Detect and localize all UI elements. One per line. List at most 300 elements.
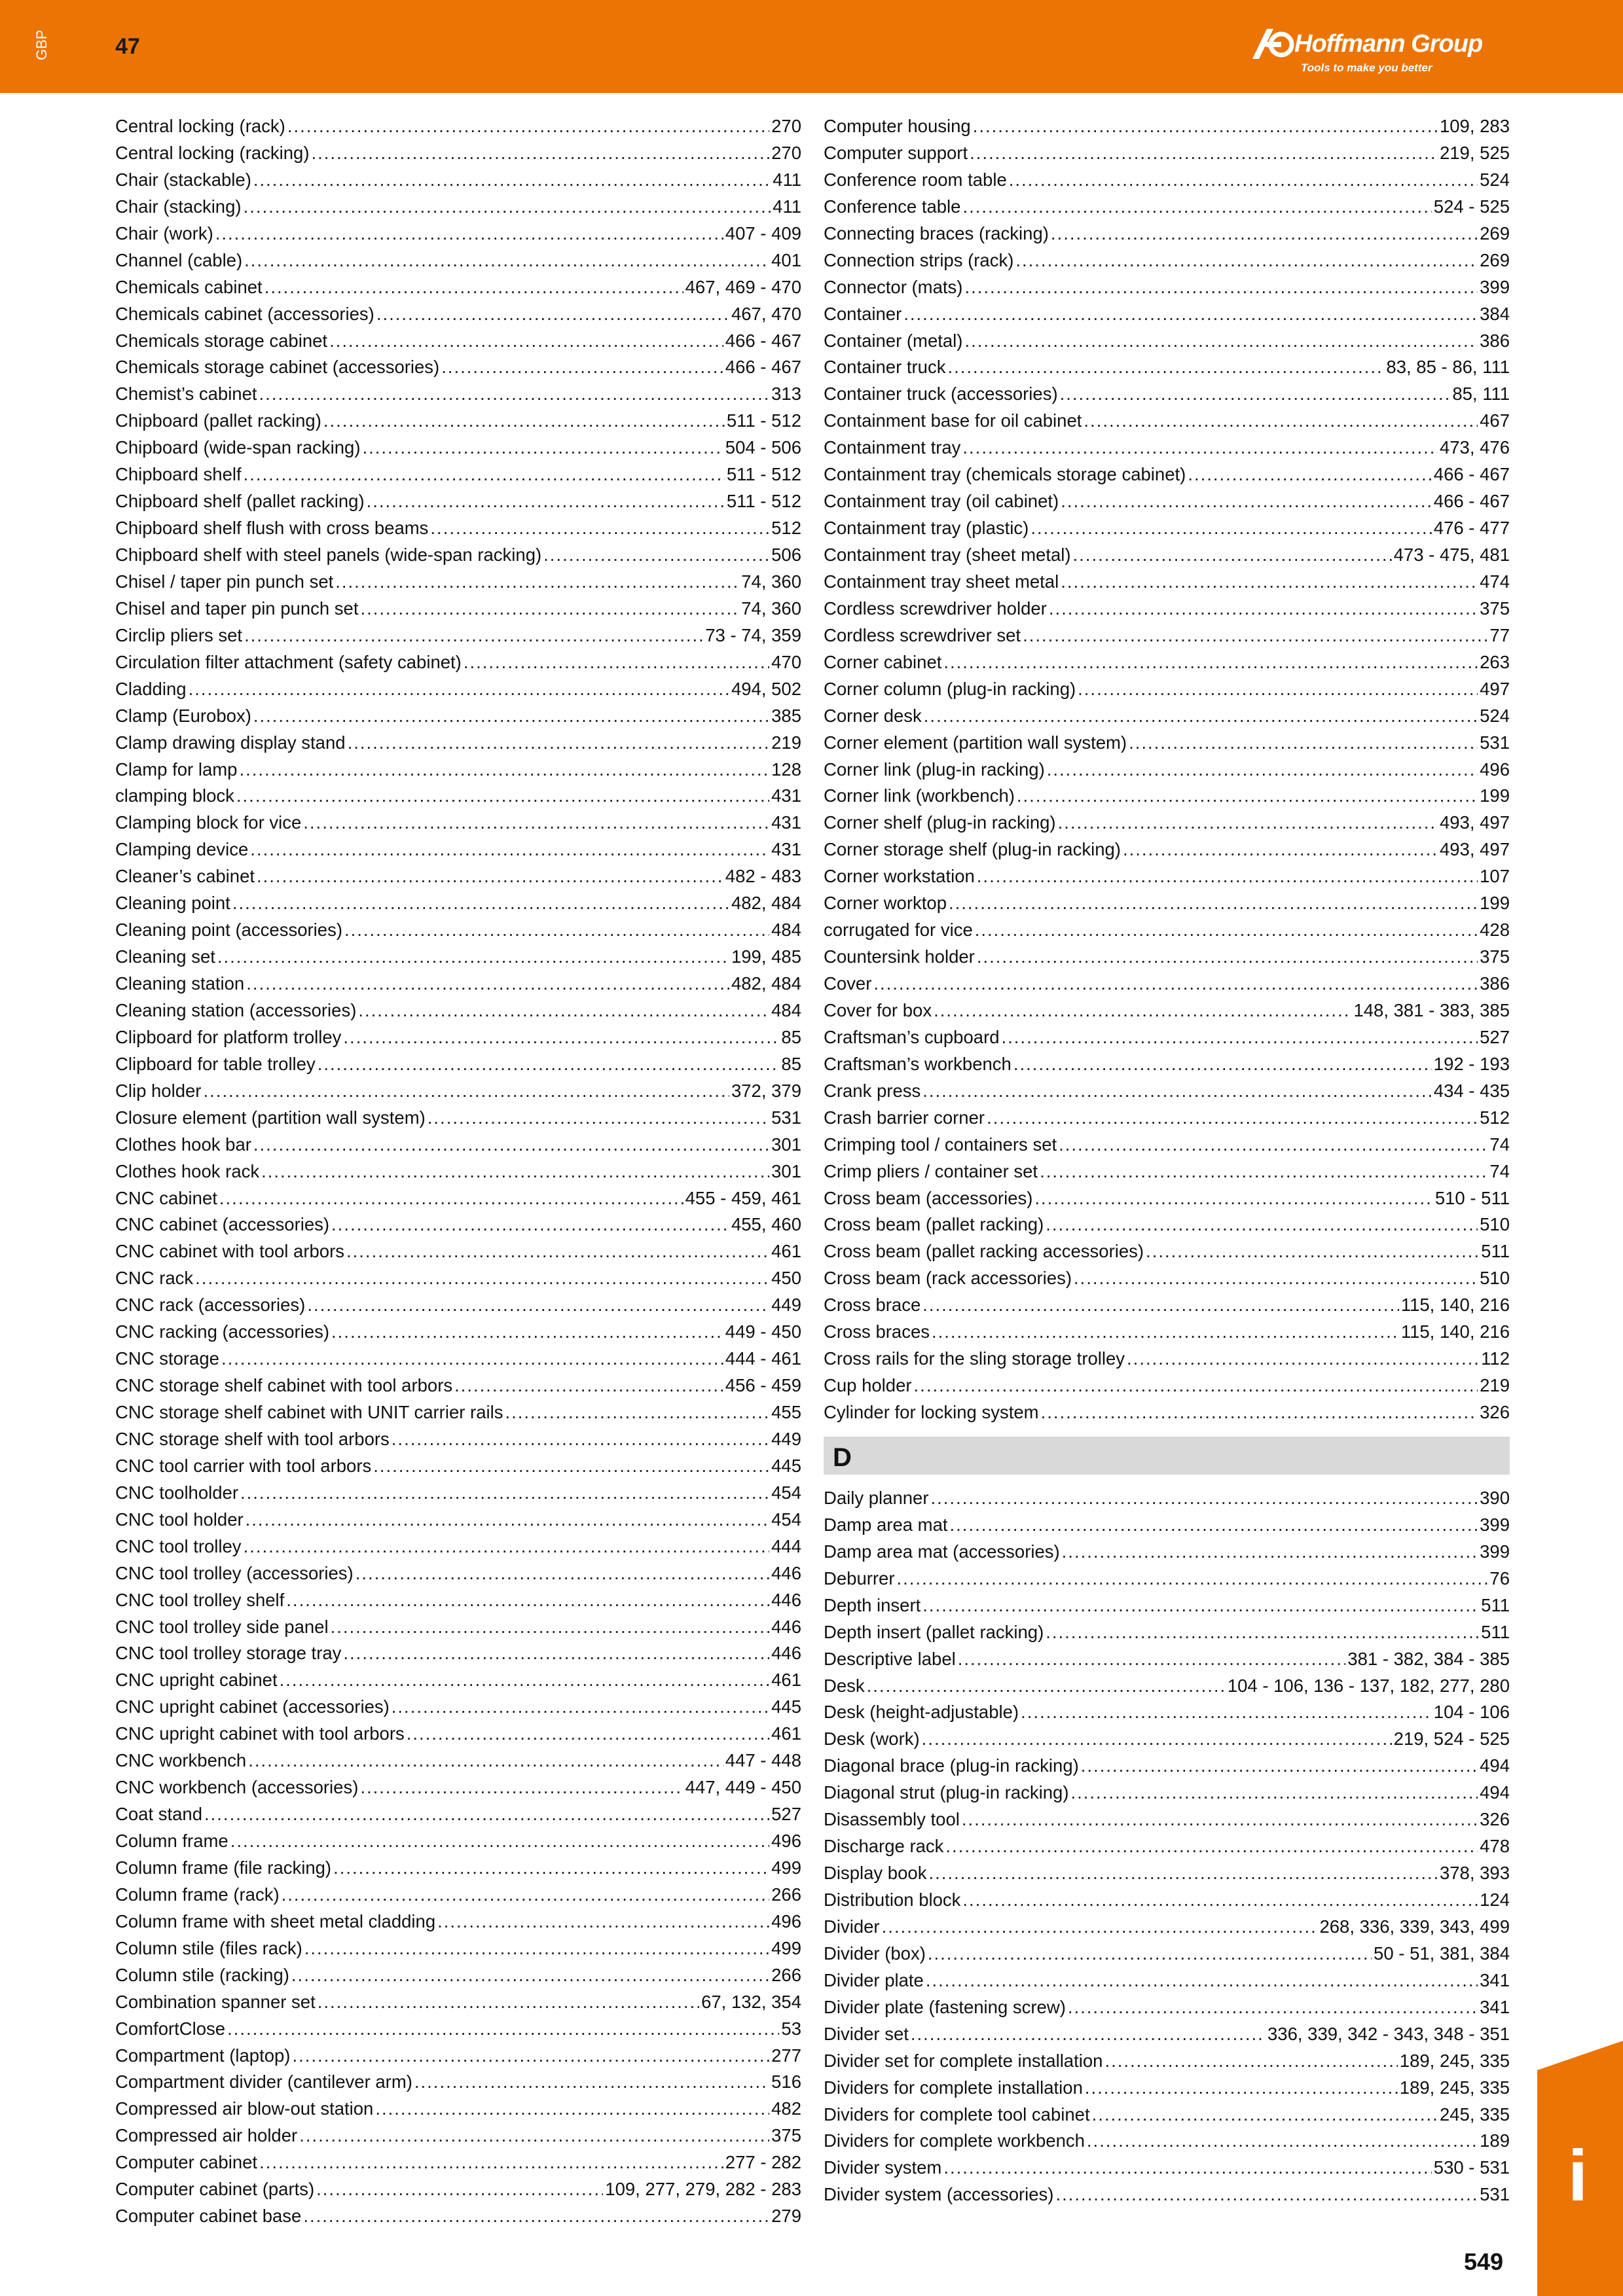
entry-term: Coat stand (115, 1804, 203, 1825)
brand-logo[interactable] (1247, 25, 1509, 80)
index-entry[interactable] (115, 1051, 801, 1078)
entry-pages: 189 (1480, 2130, 1510, 2151)
entry-term: Chisel / taper pin punch set (115, 571, 334, 592)
index-entry[interactable] (115, 1560, 801, 1587)
index-entry[interactable] (824, 1051, 1510, 1078)
index-entry[interactable] (824, 1726, 1510, 1753)
index-entry[interactable] (115, 1748, 801, 1774)
index-entry[interactable] (824, 1646, 1510, 1673)
index-column-left (115, 113, 801, 2230)
index-entry[interactable] (824, 1292, 1510, 1319)
dot-leader (962, 194, 1431, 221)
index-entry[interactable] (115, 140, 801, 167)
index-entry[interactable] (115, 1667, 801, 1694)
entry-pages: 268, 336, 339, 343, 499 (1319, 1916, 1510, 1937)
index-entry[interactable] (115, 194, 801, 221)
entry-pages: 511 (1481, 1241, 1510, 1262)
entry-pages: 431 (771, 839, 801, 860)
index-entry[interactable] (115, 1694, 801, 1721)
entry-term: Computer cabinet (115, 2152, 258, 2173)
entry-term: Corner link (plug-in racking) (824, 759, 1045, 780)
index-entry[interactable] (824, 1539, 1510, 1566)
dot-leader (335, 569, 739, 596)
index-entry[interactable] (824, 1211, 1510, 1238)
index-entry[interactable] (115, 1105, 801, 1132)
dot-leader (414, 2069, 769, 2096)
index-entry[interactable] (115, 1774, 801, 1801)
index-entry[interactable] (824, 757, 1510, 783)
index-entry[interactable] (115, 863, 801, 890)
index-entry[interactable] (824, 810, 1510, 836)
index-entry[interactable] (115, 2069, 801, 2096)
dot-leader (407, 1721, 769, 1748)
index-entry[interactable] (824, 381, 1510, 408)
index-entry[interactable] (824, 1105, 1510, 1132)
index-entry[interactable] (115, 274, 801, 301)
entry-term: clamping block (115, 785, 234, 806)
index-entry[interactable] (115, 703, 801, 730)
index-entry[interactable] (824, 328, 1510, 355)
entry-term: Chemicals cabinet (accessories) (115, 303, 374, 324)
index-entry[interactable] (824, 1372, 1510, 1399)
index-entry[interactable] (115, 1962, 801, 1989)
entry-term: Divider (box) (824, 1943, 926, 1964)
dot-leader (356, 1560, 769, 1587)
index-entry[interactable] (824, 1753, 1510, 1780)
index-entry[interactable] (824, 113, 1510, 140)
index-entry[interactable] (115, 1453, 801, 1480)
index-entry[interactable] (115, 1480, 801, 1507)
index-entry[interactable] (115, 2176, 801, 2203)
entry-pages: 112 (1481, 1348, 1510, 1369)
index-entry[interactable] (115, 488, 801, 515)
index-entry[interactable] (824, 1860, 1510, 1887)
dot-leader (1074, 1265, 1478, 1292)
index-entry[interactable] (824, 917, 1510, 944)
index-entry[interactable] (115, 1372, 801, 1399)
index-entry[interactable] (115, 1534, 801, 1560)
index-entry[interactable] (824, 542, 1510, 569)
dot-leader (264, 274, 684, 301)
index-entry[interactable] (115, 247, 801, 274)
dot-leader (204, 1801, 769, 1828)
index-entry[interactable] (824, 1024, 1510, 1051)
index-entry[interactable] (824, 997, 1510, 1024)
dot-leader (282, 1882, 770, 1909)
entry-pages: 115, 140, 216 (1400, 1295, 1510, 1316)
entry-pages: 493, 497 (1439, 839, 1510, 860)
index-entry[interactable] (115, 1238, 801, 1265)
entry-pages: 506 (771, 545, 801, 565)
entry-term: Cross beam (rack accessories) (824, 1268, 1072, 1289)
entry-term: Disassembly tool (824, 1809, 960, 1830)
dot-leader (987, 1105, 1478, 1132)
index-entry[interactable] (115, 2096, 801, 2123)
index-entry[interactable] (115, 461, 801, 488)
entry-term: Corner storage shelf (plug-in racking) (824, 839, 1121, 860)
entry-pages: 104 - 106, 136 - 137, 182, 277, 280 (1227, 1675, 1510, 1696)
index-entry[interactable] (115, 1855, 801, 1882)
index-entry[interactable] (824, 649, 1510, 676)
entry-term: Corner desk (824, 705, 922, 726)
entry-pages: 76 (1489, 1568, 1510, 1588)
index-entry[interactable] (115, 167, 801, 194)
entry-pages: 446 (771, 1643, 801, 1664)
index-entry[interactable] (824, 435, 1510, 461)
index-entry[interactable] (115, 1292, 801, 1319)
entry-term: Cleaning point (accessories) (115, 920, 342, 941)
entry-pages: 466 - 467 (725, 330, 801, 351)
entry-term: Dividers for complete tool cabinet (824, 2104, 1090, 2125)
entry-pages: 401 (771, 249, 801, 270)
index-entry[interactable] (824, 221, 1510, 247)
dot-leader (244, 622, 703, 649)
index-entry[interactable] (115, 1989, 801, 2016)
index-entry[interactable] (824, 1806, 1510, 1833)
index-entry[interactable] (824, 2021, 1510, 2048)
entry-term: Chemist’s cabinet (115, 384, 257, 404)
index-entry[interactable] (824, 2102, 1510, 2128)
dot-leader (253, 1132, 769, 1158)
index-entry[interactable] (824, 1833, 1510, 1860)
index-entry[interactable] (115, 1507, 801, 1534)
entry-term: Closure element (partition wall system) (115, 1107, 426, 1128)
entry-term: Containment tray sheet metal (824, 571, 1059, 592)
index-entry[interactable] (115, 596, 801, 622)
index-entry[interactable] (824, 2155, 1510, 2181)
dot-leader (922, 1078, 1432, 1105)
dot-leader (344, 917, 769, 944)
index-entry[interactable] (824, 194, 1510, 221)
index-entry[interactable] (115, 2149, 801, 2176)
entry-term: CNC workbench (115, 1750, 247, 1771)
index-entry[interactable] (115, 1640, 801, 1667)
index-entry[interactable] (115, 408, 801, 435)
entry-pages: 478 (1480, 1836, 1510, 1857)
index-entry[interactable] (824, 836, 1510, 863)
entry-pages: 411 (773, 169, 801, 190)
index-entry[interactable] (115, 2123, 801, 2149)
index-entry[interactable] (824, 247, 1510, 274)
index-entry[interactable] (824, 622, 1510, 649)
index-entry[interactable] (824, 1780, 1510, 1806)
index-entry[interactable] (115, 1319, 801, 1346)
index-entry[interactable] (115, 1935, 801, 1962)
index-entry[interactable] (824, 301, 1510, 328)
index-entry[interactable] (115, 917, 801, 944)
entry-term: Column frame with sheet metal cladding (115, 1910, 436, 1931)
entry-pages: 50 - 51, 381, 384 (1374, 1943, 1510, 1964)
index-entry[interactable] (824, 408, 1510, 435)
index-entry[interactable] (824, 1346, 1510, 1372)
dot-leader (882, 1914, 1318, 1941)
info-icon: i (1567, 2136, 1588, 2216)
index-entry[interactable] (824, 1887, 1510, 1914)
dot-leader (217, 944, 729, 971)
index-entry[interactable] (824, 1592, 1510, 1619)
index-entry[interactable] (824, 1914, 1510, 1941)
index-entry[interactable] (115, 1828, 801, 1855)
entry-pages: 467, 469 - 470 (685, 276, 801, 297)
entry-pages: 266 (771, 1964, 801, 1985)
index-entry[interactable] (824, 2181, 1510, 2208)
index-entry[interactable] (115, 542, 801, 569)
entry-term: Chair (stackable) (115, 169, 251, 190)
dot-leader (244, 247, 769, 274)
entry-pages: 454 (771, 1509, 801, 1530)
entry-pages: 219, 525 (1439, 142, 1510, 163)
index-list-c-continued (824, 113, 1510, 1426)
catalog-page-number: 47 (115, 34, 140, 59)
dot-leader (1084, 408, 1478, 435)
index-entry[interactable] (824, 1485, 1510, 1512)
index-entry[interactable] (115, 515, 801, 542)
entry-pages: 341 (1480, 1996, 1510, 2017)
entry-pages: 450 (771, 1268, 801, 1289)
dot-leader (464, 649, 769, 676)
index-entry[interactable] (824, 1566, 1510, 1592)
index-entry[interactable] (824, 569, 1510, 596)
index-entry[interactable] (115, 997, 801, 1024)
entry-pages: 499 (771, 1937, 801, 1958)
entry-term: CNC tool trolley side panel (115, 1616, 329, 1637)
entry-pages: 531 (1480, 732, 1510, 753)
index-entry[interactable] (115, 381, 801, 408)
index-entry[interactable] (115, 221, 801, 247)
index-entry[interactable] (115, 1882, 801, 1909)
index-entry[interactable] (115, 1587, 801, 1614)
index-entry[interactable] (115, 1426, 801, 1453)
index-entry[interactable] (115, 944, 801, 971)
index-entry[interactable] (115, 810, 801, 836)
index-entry[interactable] (824, 1238, 1510, 1265)
entry-term: Cross beam (accessories) (824, 1187, 1033, 1208)
entry-pages: 447, 449 - 450 (685, 1777, 801, 1798)
entry-pages: 482, 484 (731, 893, 801, 914)
entry-pages: 510 (1480, 1268, 1510, 1289)
dot-leader (259, 2149, 723, 2176)
index-entry[interactable] (824, 274, 1510, 301)
dot-leader (873, 971, 1478, 997)
dot-leader (299, 2123, 769, 2149)
entry-term: Divider system (824, 2157, 942, 2178)
index-entry[interactable] (115, 1078, 801, 1105)
dot-leader (329, 328, 723, 355)
index-entry[interactable] (115, 435, 801, 461)
index-entry[interactable] (115, 836, 801, 863)
entry-pages: 467, 470 (731, 303, 801, 324)
entry-term: Cross braces (824, 1321, 930, 1342)
entry-pages: 219 (1480, 1375, 1510, 1396)
index-entry[interactable] (115, 1265, 801, 1292)
index-entry[interactable] (824, 783, 1510, 810)
index-entry[interactable] (824, 515, 1510, 542)
dot-leader (203, 1078, 729, 1105)
entry-pages: 461 (771, 1723, 801, 1744)
dot-leader (1070, 1780, 1478, 1806)
dot-leader (928, 1860, 1438, 1887)
entry-term: Containment tray (oil cabinet) (824, 491, 1059, 512)
index-entry[interactable] (824, 730, 1510, 757)
entry-term: Container truck (824, 357, 946, 378)
entry-term: Circlip pliers set (115, 624, 243, 645)
entry-term: Crimping tool / containers set (824, 1134, 1057, 1155)
entry-pages: 476 - 477 (1433, 518, 1510, 539)
entry-term: Discharge rack (824, 1836, 944, 1857)
index-entry[interactable] (824, 676, 1510, 703)
index-entry[interactable] (824, 1512, 1510, 1539)
index-entry[interactable] (824, 1078, 1510, 1105)
entry-term: CNC upright cabinet (accessories) (115, 1696, 390, 1717)
dot-leader (312, 140, 770, 167)
index-entry[interactable] (115, 1132, 801, 1158)
entry-term: Connecting braces (racking) (824, 223, 1049, 243)
index-entry[interactable] (824, 596, 1510, 622)
entry-term: CNC tool trolley (accessories) (115, 1562, 354, 1583)
index-entry[interactable] (115, 783, 801, 810)
index-entry[interactable] (824, 2075, 1510, 2102)
index-entry[interactable] (115, 328, 801, 355)
index-entry[interactable] (115, 1909, 801, 1935)
index-entry[interactable] (115, 354, 801, 381)
entry-term: CNC cabinet (115, 1187, 217, 1208)
entry-pages: 384 (1480, 303, 1510, 324)
entry-pages: 245, 335 (1439, 2104, 1510, 2125)
index-entry[interactable] (115, 730, 801, 757)
index-entry[interactable] (824, 863, 1510, 890)
index-entry[interactable] (115, 649, 801, 676)
index-entry[interactable] (115, 1158, 801, 1185)
entry-term: Containment base for oil cabinet (824, 410, 1082, 431)
dot-leader (253, 703, 769, 730)
entry-term: Clamp (Eurobox) (115, 705, 251, 726)
entry-pages: 456 - 459 (725, 1375, 801, 1396)
index-entry[interactable] (824, 1265, 1510, 1292)
index-entry[interactable] (824, 488, 1510, 515)
index-entry[interactable] (115, 890, 801, 917)
index-entry[interactable] (824, 140, 1510, 167)
dot-leader (246, 971, 729, 997)
index-entry[interactable] (115, 676, 801, 703)
index-entry[interactable] (824, 1967, 1510, 1994)
index-entry[interactable] (824, 1994, 1510, 2021)
index-entry[interactable] (824, 1132, 1510, 1158)
dot-leader (331, 1614, 770, 1641)
index-entry[interactable] (115, 622, 801, 649)
index-entry[interactable] (824, 971, 1510, 997)
dot-leader (360, 1774, 683, 1801)
dot-leader (1087, 2128, 1478, 2155)
index-entry[interactable] (824, 890, 1510, 917)
index-entry[interactable] (824, 944, 1510, 971)
entry-pages: 446 (771, 1589, 801, 1610)
index-entry[interactable] (115, 569, 801, 596)
index-entry[interactable] (115, 1399, 801, 1426)
entry-term: Compartment divider (cantilever arm) (115, 2072, 412, 2092)
entry-pages: 399 (1480, 276, 1510, 297)
brand-name: Hoffmann Group (1294, 30, 1483, 58)
index-entry[interactable] (824, 167, 1510, 194)
index-entry[interactable] (115, 1614, 801, 1641)
entry-pages: 219 (771, 732, 801, 753)
index-entry[interactable] (115, 1801, 801, 1828)
entry-pages: 444 (771, 1535, 801, 1556)
index-entry[interactable] (115, 2203, 801, 2230)
entry-term: Clothes hook bar (115, 1134, 251, 1155)
dot-leader (373, 1453, 769, 1480)
index-entry[interactable] (824, 703, 1510, 730)
entry-term: Depth insert (pallet racking) (824, 1621, 1044, 1642)
dot-leader (253, 167, 771, 194)
dot-leader (333, 1855, 769, 1882)
entry-pages: 411 (773, 196, 801, 217)
entry-pages: 326 (1480, 1402, 1510, 1422)
entry-pages: 496 (771, 1831, 801, 1851)
index-entry[interactable] (115, 301, 801, 328)
dot-leader (1046, 1619, 1479, 1646)
index-entry[interactable] (824, 1158, 1510, 1185)
index-entry[interactable] (824, 1941, 1510, 1967)
dot-leader (958, 1646, 1346, 1673)
index-entry[interactable] (824, 2128, 1510, 2155)
entry-pages: 466 - 467 (1433, 464, 1510, 485)
entry-pages: 74, 360 (741, 571, 801, 592)
entry-term: Central locking (rack) (115, 116, 285, 136)
index-entry[interactable] (824, 354, 1510, 381)
index-entry[interactable] (115, 113, 801, 140)
index-entry[interactable] (824, 1319, 1510, 1346)
dot-leader (221, 1346, 723, 1372)
dot-leader (543, 542, 769, 569)
dot-leader (346, 1238, 769, 1265)
entry-pages: 511 (1481, 1594, 1510, 1615)
entry-pages: 407 - 409 (725, 223, 801, 243)
entry-pages: 431 (771, 812, 801, 833)
index-entry[interactable] (115, 1024, 801, 1051)
entry-term: Compartment (laptop) (115, 2045, 291, 2066)
dot-leader (1013, 1051, 1432, 1078)
dot-leader (943, 2155, 1431, 2181)
entry-pages: 74 (1489, 1160, 1510, 1181)
index-entry[interactable] (115, 1185, 801, 1212)
entry-term: Desk (work) (824, 1729, 920, 1749)
index-entry[interactable] (824, 2048, 1510, 2075)
index-entry[interactable] (824, 1619, 1510, 1646)
index-entry[interactable] (824, 1185, 1510, 1212)
index-entry[interactable] (115, 1346, 801, 1372)
entry-pages: 199, 485 (731, 946, 801, 967)
index-entry[interactable] (824, 1399, 1510, 1426)
index-entry[interactable] (824, 1699, 1510, 1726)
index-entry[interactable] (115, 757, 801, 783)
entry-pages: 473, 476 (1439, 437, 1510, 458)
entry-pages: 504 - 506 (725, 437, 801, 458)
index-entry[interactable] (115, 1211, 801, 1238)
index-entry[interactable] (115, 971, 801, 997)
index-entry[interactable] (115, 2043, 801, 2070)
entry-pages: 447 - 448 (725, 1750, 801, 1771)
index-entry[interactable] (824, 1673, 1510, 1700)
entry-term: Cross beam (pallet racking) (824, 1214, 1044, 1235)
entry-pages: 378, 393 (1439, 1863, 1510, 1884)
dot-leader (363, 435, 723, 461)
index-entry[interactable] (115, 2016, 801, 2043)
index-entry[interactable] (115, 1721, 801, 1748)
entry-pages: 53 (781, 2018, 801, 2039)
entry-pages: 446 (771, 1616, 801, 1637)
index-entry[interactable] (824, 461, 1510, 488)
entry-term: Diagonal brace (plug-in racking) (824, 1755, 1079, 1776)
